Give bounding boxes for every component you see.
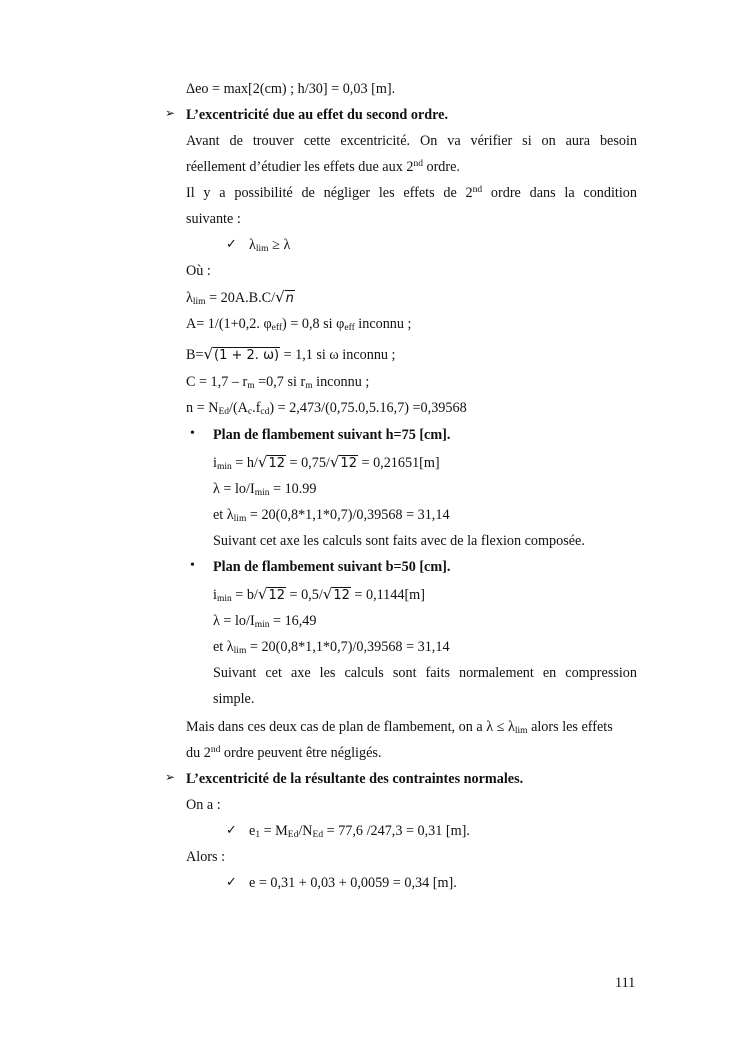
text-line: Alors : [186,849,226,865]
bullet-icon: • [190,558,195,573]
paragraph-line: Suivant cet axe les calculs sont faits normalement en compression [213,665,637,681]
formula-imin-h: $i_{min} = h/√12 = 0,75/√12 = 0,21651[m]$ [213,453,440,472]
formula-lambda-lim: $\lambda_{lim} = 20A.B.C/√n$ [186,288,294,307]
formula-c: $C = 1,7 - r_m =0,7$ si $r_m$ inconnu ; [186,374,370,391]
page-number: 111 [615,975,636,991]
paragraph-line: Il y a possibilité de négliger les effets de 2nd ordre dans la condition [186,185,637,201]
text-line: On a : [186,797,221,813]
formula-e: e = 0,31 + 0,03 + 0,0059 = 0,34 [m]. [249,875,457,891]
formula-a: A= 1/(1+0,2. $\varphi_{eff}) = 0,8$ si $\varphi_{eff}$ inconnu ; [186,316,412,333]
checkmark-icon: ✓ [226,822,237,837]
formula-n: $n = N_{Ed}/(A_c.f_{cd}) = 2,473/(0,75.0,5.16,7) =0,39568$ [186,400,467,417]
formula-lambda-h: $\lambda = lo/I_{min} = 10.99$ [213,481,317,498]
arrow-bullet-icon: ➢ [165,770,176,784]
formula-et-lambda-b: et $\lambda_{lim} = 20(0,8*1,1*0,7)/0,39568 = 31,14$ [213,639,450,656]
formula-lambda-b: $\lambda = lo/I_{min} = 16,49$ [213,613,317,630]
heading-plan-h: Plan de flambement suivant h=75 [cm]. [213,427,451,443]
text-line: Suivant cet axe les calculs sont faits avec de la flexion composée. [213,533,585,549]
checkmark-icon: ✓ [226,874,237,889]
paragraph-line: du 2nd ordre peuvent être négligés. [186,745,382,761]
formula-b: B=√(1 + 2. ω) = 1,1 si ω inconnu ; [186,345,396,363]
paragraph-line: simple. [213,691,255,707]
paragraph-line: Mais dans ces deux cas de plan de flambement, on a $\lambda \le \lambda_{lim}$ alors les effets [186,719,613,736]
formula-et-lambda-h: et $\lambda_{lim} = 20(0,8*1,1*0,7)/0,39568 = 31,14$ [213,507,450,524]
paragraph-line: réellement d’étudier les effets due aux 2nd ordre. [186,159,460,175]
bullet-icon: • [190,426,195,441]
formula-e1: $e_1 = M_{Ed}/N_{Ed} = 77,6$ /247,3 = 0,31 [m]. [249,823,470,840]
condition-line: $\lambda_{lim} \ge \lambda$ [249,237,291,254]
checkmark-icon: ✓ [226,236,237,251]
heading-second-order: L’excentricité due au effet du second ordre. [186,107,449,123]
paragraph-line: suivante : [186,211,241,227]
heading-plan-b: Plan de flambement suivant b=50 [cm]. [213,559,451,575]
delta-eo-line: Δeo = max[2(cm) ; h/30] = 0,03 [m]. [186,81,396,97]
heading-resultant: L’excentricité de la résultante des contraintes normales. [186,771,524,787]
arrow-bullet-icon: ➢ [165,106,176,120]
text-line: Où : [186,263,211,279]
formula-imin-b: $i_{min} = b/√12 = 0,5/√12 = 0,1144[m]$ [213,585,425,604]
paragraph-line: Avant de trouver cette excentricité. On va vérifier si on aura besoin [186,133,637,149]
